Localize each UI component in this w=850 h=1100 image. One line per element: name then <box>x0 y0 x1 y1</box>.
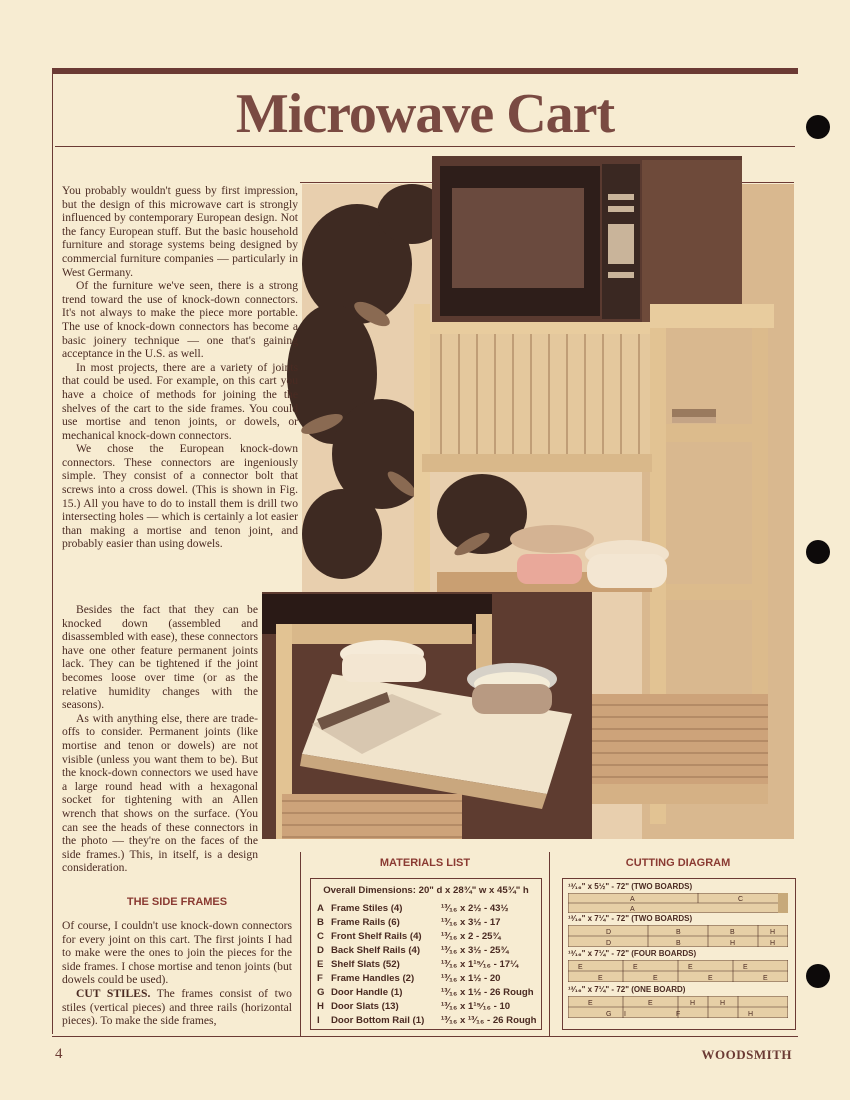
material-name: Door Slats (13) <box>331 1001 399 1012</box>
material-name: Frame Handles (2) <box>331 973 415 984</box>
material-letter: H <box>317 1001 324 1012</box>
cut-part: F <box>676 1011 681 1018</box>
runin-heading: CUT STILES. <box>76 986 151 1000</box>
material-row <box>317 1001 539 1015</box>
intro-paragraph: As with anything else, there are trade-offs to consider. Permanent joints (like mortise and tenon or dowels) are not visible (unless you want them to be). But the knock-down connectors we used have a large round head with a hexagonal socket for tightening with an Allen wrench that shows on the surface. (You can see the heads of these connectors in the photo — they're on the faces of the side frames.) This, in itself, is a design consideration. <box>62 711 258 875</box>
cut-part: D <box>606 929 612 936</box>
body-paragraph: Of course, I couldn't use knock-down connectors for every joint on this cart. The first joints I had to make were the ones to join the pieces for the side frames. I chose mortise and tenon joints (but dowels could be used). <box>62 919 292 987</box>
overall-dimensions: Overall Dimensions: 20" d x 28¾" w x 45¾" h <box>323 885 529 896</box>
magazine-brand: WOODSMITH <box>701 1047 792 1062</box>
board-diagram <box>568 996 788 1018</box>
material-name: Door Bottom Rail (1) <box>331 1015 425 1026</box>
material-name: Door Handle (1) <box>331 987 403 998</box>
material-letter: I <box>317 1015 320 1026</box>
intro-paragraph: Of the furniture we've seen, there is a strong trend toward the use of knock-down connectors. It's not always to make the piece more portable. The use of knock-down connectors has become a basic joinery technique — one that's gaining acceptance in the U.S. as well. <box>62 279 298 361</box>
board-label: ¹³⁄₁₆" x 7¼" - 72" (ONE BOARD) <box>568 985 686 994</box>
material-letter: E <box>317 959 324 970</box>
cut-part: H <box>690 1000 696 1007</box>
cut-part: A <box>630 906 635 913</box>
cut-part: E <box>763 975 768 982</box>
title-underline <box>55 146 795 147</box>
material-row <box>317 987 539 1001</box>
cut-part: B <box>730 929 735 936</box>
cut-part: E <box>648 1000 653 1007</box>
binder-hole <box>806 115 830 139</box>
material-name: Back Shelf Rails (4) <box>331 945 421 956</box>
board-diagram <box>568 925 788 947</box>
material-name: Frame Stiles (4) <box>331 903 403 914</box>
cut-part: E <box>588 1000 593 1007</box>
material-row <box>317 931 539 945</box>
intro-text-wrap <box>62 603 258 875</box>
material-size: ¹³⁄₁₆ x 2 - 25¾ <box>441 931 501 942</box>
cut-part: E <box>633 964 638 971</box>
board-diagram <box>568 960 788 982</box>
side-frames-text <box>62 919 292 1028</box>
material-row <box>317 973 539 987</box>
intro-paragraph: You probably wouldn't guess by first impression, but the design of this microwave cart is strongly influenced by contemporary European design. Not the fancy European stuff. But the basic household furniture and storage systems being designed by commercial furniture companies — particularly in West Germany. <box>62 184 298 279</box>
cut-part: E <box>708 975 713 982</box>
intro-paragraph: Besides the fact that they can be knocked down (assembled and disassembled with ease), these connectors have one other feature permanent joints lack. They can be tightened if the joint becomes loose over time (or as the relative humidity changes with the seasons). <box>62 603 258 712</box>
material-size: ¹³⁄₁₆ x 1¹⁵⁄₁₆ - 17¼ <box>441 959 519 970</box>
body-paragraph <box>62 987 292 1028</box>
material-row <box>317 903 539 917</box>
material-letter: D <box>317 945 324 956</box>
cutting-diagram <box>562 878 796 1030</box>
cutting-heading: CUTTING DIAGRAM <box>625 857 731 869</box>
body-text: The frames consist of two stiles (vertical pieces) and three rails (horizontal pieces). To make the side frames, <box>62 986 292 1028</box>
material-size: ¹³⁄₁₆ x 1½ - 26 Rough <box>441 987 534 998</box>
material-letter: C <box>317 931 324 942</box>
cut-part: H <box>720 1000 726 1007</box>
cutting-divider <box>549 852 550 1036</box>
material-name: Front Shelf Rails (4) <box>331 931 422 942</box>
cut-part: A <box>630 896 635 903</box>
material-letter: A <box>317 903 324 914</box>
material-size: ¹³⁄₁₆ x 1¹⁵⁄₁₆ - 10 <box>441 1001 511 1012</box>
cut-part: H <box>730 940 736 947</box>
cut-part: B <box>676 940 681 947</box>
materials-list <box>310 878 542 1030</box>
material-row <box>317 917 539 931</box>
cut-part: G <box>606 1011 612 1018</box>
cut-part: H <box>770 940 776 947</box>
cut-part: C <box>738 896 744 903</box>
material-name: Frame Rails (6) <box>331 917 400 928</box>
section-heading: THE SIDE FRAMES <box>126 896 228 908</box>
material-size: ¹³⁄₁₆ x 1½ - 20 <box>441 973 501 984</box>
material-size: ¹³⁄₁₆ x 2½ - 43½ <box>441 903 509 914</box>
materials-divider <box>300 852 301 1036</box>
material-letter: B <box>317 917 324 928</box>
cut-part: E <box>578 964 583 971</box>
material-row <box>317 959 539 973</box>
cut-part: B <box>676 929 681 936</box>
cut-part: E <box>688 964 693 971</box>
board-label: ¹³⁄₁₆" x 7¼" - 72" (FOUR BOARDS) <box>568 949 697 958</box>
materials-heading: MATERIALS LIST <box>379 857 471 869</box>
left-column-rule <box>52 74 53 1034</box>
board-label: ¹³⁄₁₆" x 7¼" - 72" (TWO BOARDS) <box>568 914 693 923</box>
cut-part: E <box>743 964 748 971</box>
binder-hole <box>806 964 830 988</box>
top-thick-rule <box>52 68 798 74</box>
cut-part: H <box>748 1011 754 1018</box>
material-row <box>317 945 539 959</box>
page-number: 4 <box>55 1046 63 1062</box>
board-label: ¹³⁄₁₆" x 5½" - 72" (TWO BOARDS) <box>568 882 693 891</box>
material-letter: G <box>317 987 325 998</box>
cut-part: I <box>624 1011 626 1018</box>
microwave-cart-photo <box>262 154 794 839</box>
intro-paragraph: We chose the European knock-down connectors. These connectors are ingeniously simple. They consist of a connector bolt that screws into a cross dowel. (This is shown in Fig. 15.) All you have to do to install them is drill two intersecting holes — which is certainly a lot easier than making a mortise and tenon joint, and probably easier than using dowels. <box>62 442 298 551</box>
binder-hole <box>806 540 830 564</box>
cut-part: H <box>770 929 776 936</box>
intro-paragraph: In most projects, there are a variety of joints that could be used. For example, on this cart you have a choice of methods for joining the the shelves of the cart to the side frames. You could use mortise and tenon joints, or dowels, or mechanical knock-down connectors. <box>62 360 298 442</box>
material-name: Shelf Slats (52) <box>331 959 400 970</box>
page-title: Microwave Cart <box>235 83 615 145</box>
intro-text <box>62 184 298 551</box>
cut-part: E <box>653 975 658 982</box>
material-row <box>317 1015 539 1029</box>
cut-part: E <box>598 975 603 982</box>
material-size: ¹³⁄₁₆ x ¹³⁄₁₆ - 26 Rough <box>441 1015 537 1026</box>
material-size: ¹³⁄₁₆ x 3½ - 17 <box>441 917 501 928</box>
cut-part: D <box>606 940 612 947</box>
footer-rule <box>52 1036 798 1037</box>
material-size: ¹³⁄₁₆ x 3½ - 25¾ <box>441 945 509 956</box>
material-letter: F <box>317 973 323 984</box>
board-diagram <box>568 893 788 913</box>
